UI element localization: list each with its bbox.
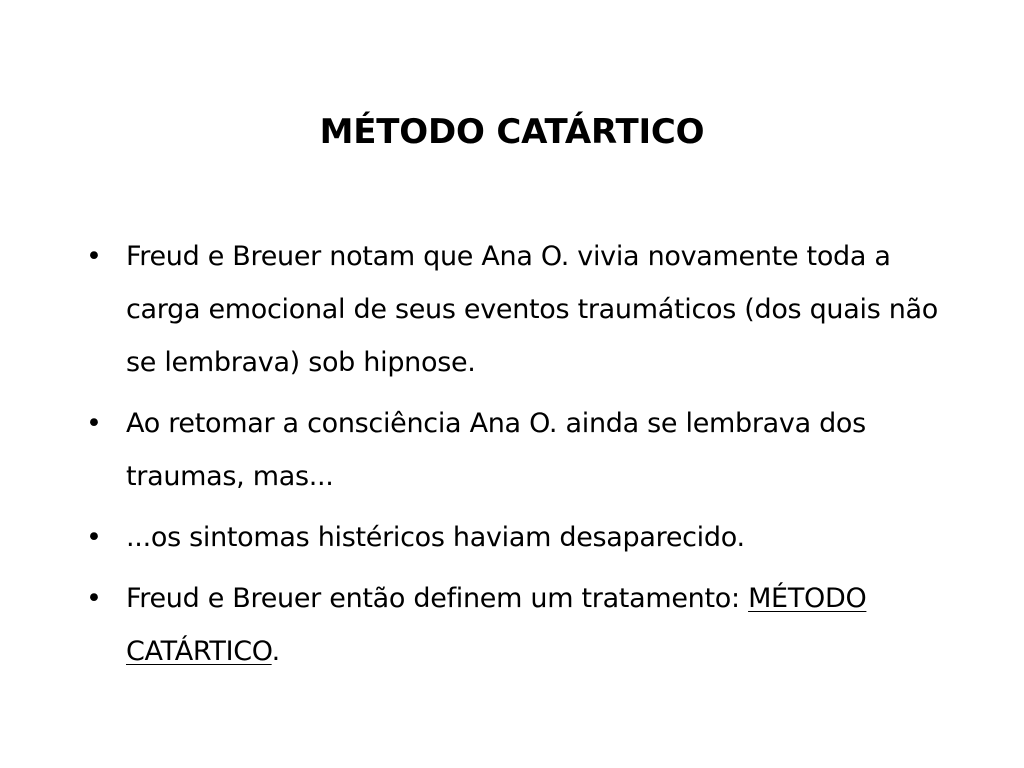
bullet-suffix: .	[271, 636, 280, 667]
bullet-text: ...os sintomas histéricos haviam desaparecido.	[126, 522, 745, 553]
slide-title: MÉTODO CATÁRTICO	[319, 112, 705, 152]
bullet-text: Ao retomar a consciência Ana O. ainda se lembrava dos traumas, mas...	[126, 408, 866, 492]
method-emphasis: MÉTODO CATÁRTICO	[126, 583, 867, 667]
bullet-icon: •	[86, 522, 102, 553]
bullet-item	[84, 397, 944, 503]
bullet-text: Freud e Breuer então definem um tratamento:	[126, 583, 749, 614]
bullet-icon: •	[86, 583, 102, 614]
bullet-item	[84, 511, 944, 564]
bullet-list	[84, 230, 944, 686]
bullet-item	[84, 230, 944, 389]
bullet-text: Freud e Breuer notam que Ana O. vivia novamente toda a carga emocional de seus eventos traumáticos (dos quais não se lembrava) sob hipnose.	[126, 241, 939, 378]
bullet-item	[84, 572, 944, 678]
bullet-icon: •	[86, 408, 102, 439]
bullet-icon: •	[86, 241, 102, 272]
